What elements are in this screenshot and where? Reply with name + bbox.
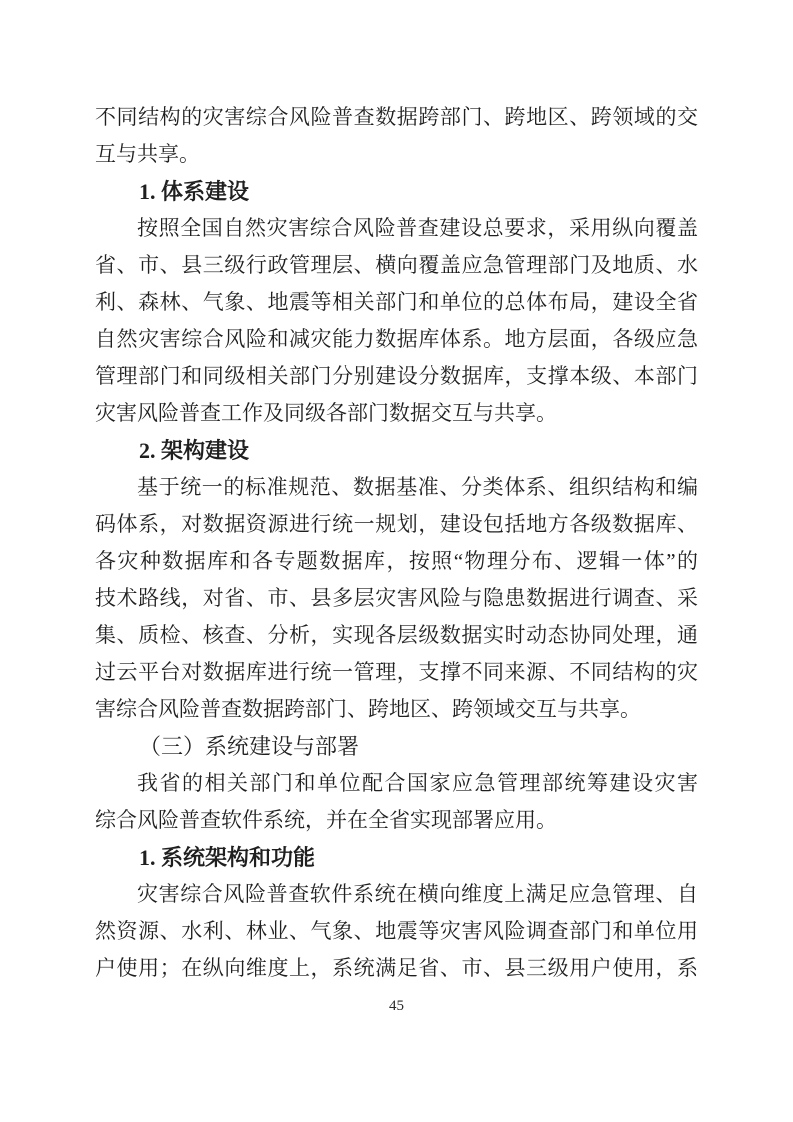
text-line: 管理部门和同级相关部门分别建设分数据库，支撑本级、本部门	[95, 364, 698, 388]
text-line: 基于统一的标准规范、数据基准、分类体系、组织结构和编	[137, 475, 698, 499]
heading-tixi-jianshe: 1. 体系建设	[139, 179, 250, 204]
text-line: 户使用；在纵向维度上，系统满足省、市、县三级用户使用，系	[95, 956, 698, 980]
text-line: 综合风险普查软件系统，并在全省实现部署应用。	[95, 808, 557, 832]
text-line: 互与共享。	[95, 142, 200, 166]
text-line: 过云平台对数据库进行统一管理，支撑不同来源、不同结构的灾	[95, 660, 698, 684]
text-line: 自然灾害综合风险和减灾能力数据库体系。地方层面，各级应急	[95, 327, 698, 351]
text-line: 害综合风险普查数据跨部门、跨地区、跨领域交互与共享。	[95, 697, 641, 721]
text-line: 按照全国自然灾害综合风险普查建设总要求，采用纵向覆盖	[137, 216, 698, 240]
text-line: 利、森林、气象、地震等相关部门和单位的总体布局，建设全省	[95, 290, 698, 314]
text-line: 技术路线，对省、市、县多层灾害风险与隐患数据进行调查、采	[95, 586, 698, 610]
heading-xitong-jiagou-he-gongneng: 1. 系统架构和功能	[139, 845, 316, 870]
text-line: 灾害风险普查工作及同级各部门数据交互与共享。	[95, 401, 557, 425]
text-line: 不同结构的灾害综合风险普查数据跨部门、跨地区、跨领域的交	[95, 105, 698, 129]
page-number: 45	[389, 998, 404, 1014]
heading-jiagou-jianshe: 2. 架构建设	[139, 438, 250, 463]
text-line: 省、市、县三级行政管理层、横向覆盖应急管理部门及地质、水	[95, 253, 698, 277]
text-line: 我省的相关部门和单位配合国家应急管理部统筹建设灾害	[137, 771, 698, 795]
text-line: 然资源、水利、林业、气象、地震等灾害风险调查部门和单位用	[95, 919, 698, 943]
text-line: 各灾种数据库和各专题数据库，按照“物理分布、逻辑一体”的	[95, 549, 698, 573]
text-line: 码体系，对数据资源进行统一规划，建设包括地方各级数据库、	[95, 512, 698, 536]
text-line: 灾害综合风险普查软件系统在横向维度上满足应急管理、自	[137, 882, 698, 906]
heading-xitong-jianshe-yu-bushu: （三）系统建设与部署	[139, 734, 360, 759]
document-body	[95, 99, 698, 987]
text-line: 集、质检、核查、分析，实现各层级数据实时动态协同处理，通	[95, 623, 698, 647]
